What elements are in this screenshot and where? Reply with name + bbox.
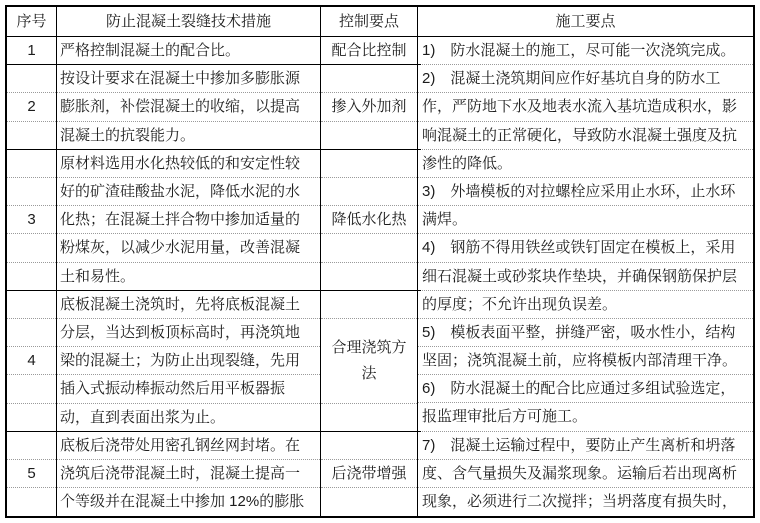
serial-number: 2 (7, 93, 56, 121)
empty-line (7, 150, 56, 178)
serial-column (7, 37, 57, 516)
measure-cell-2 (57, 65, 320, 150)
construction-text-line: 现象，必须进行二次搅拌；当坍落度有损失时， (422, 493, 738, 510)
measure-text-line: 按设计要求在混凝土中掺加多膨胀源 (57, 65, 320, 93)
measure-text-line: 插入式振动棒振动然后用平板器振 (57, 375, 320, 403)
empty-line (7, 319, 56, 347)
measure-text-line: 土和易性。 (57, 263, 320, 291)
empty-line (7, 404, 56, 432)
measure-text-line: 分层，当达到板顶标高时，再浇筑地 (57, 319, 320, 347)
measure-cell-4 (57, 291, 320, 432)
serial-number: 3 (7, 206, 56, 234)
empty-line (7, 291, 56, 319)
construction-column (418, 37, 753, 516)
empty-line (7, 65, 56, 93)
control-cell-2 (321, 65, 417, 150)
measure-text-line: 浇筑后浇带混凝土时，混凝土提高一 (57, 460, 320, 488)
measures-column (57, 37, 321, 516)
construction-text-line: 细石混凝土或砂浆块作垫块，并确保钢筋保护层 (418, 263, 753, 291)
empty-line (7, 178, 56, 206)
construction-text-line: 响混凝土的正常硬化，导致防水混凝土强度及抗 (418, 122, 753, 150)
measure-text-line: 底板后浇带处用密孔钢丝网封堵。在 (57, 432, 320, 460)
measure-text-line: 粉煤灰，以减少水泥用量，改善混凝 (57, 234, 320, 262)
construction-text-line: 满焊。 (418, 206, 753, 234)
construction-text-line: 1) 防水混凝土的施工，尽可能一次浇筑完成。 (418, 37, 753, 65)
measure-cell-3 (57, 150, 320, 291)
empty-line (321, 234, 417, 262)
serial-number: 1 (7, 37, 56, 65)
empty-line (7, 375, 56, 403)
control-text-line: 法 (361, 364, 377, 382)
construction-text-line: 7) 混凝土运输过程中，要防止产生离析和坍落 (418, 432, 753, 460)
construction-text-line: 5) 模板表面平整，拼缝严密，吸水性小，结构 (418, 319, 753, 347)
control-text-line: 后浇带增强 (321, 460, 417, 488)
empty-line (7, 122, 56, 150)
empty-line (321, 122, 417, 150)
construction-text-line: 2) 混凝土浇筑期间应作好基坑自身的防水工 (418, 65, 753, 93)
construction-text-line: 坚固；浇筑混凝土前，应将模板内部清理干净。 (418, 347, 753, 375)
control-text-line: 合理浇筑方 (331, 338, 407, 356)
empty-line (321, 178, 417, 206)
serial-cell-2 (7, 65, 56, 150)
measure-cell-1 (57, 37, 320, 65)
empty-line (321, 404, 417, 432)
control-text-line: 掺入外加剂 (321, 93, 417, 121)
construction-text-line: 6) 防水混凝土的配合比应通过多组试验选定， (418, 375, 753, 403)
header-measures: 防止混凝土裂缝技术措施 (57, 7, 321, 36)
measure-text-line: 化热；在混凝土拌合物中掺加适量的 (57, 206, 320, 234)
construction-text-line: 4) 钢筋不得用铁丝或铁钉固定在模板上，采用 (418, 234, 753, 262)
measure-text-line: 混凝土的抗裂能力。 (57, 122, 320, 150)
row-separator (7, 64, 421, 65)
construction-text-line: 度、含气量损失及漏浆现象。运输后若出现离析 (418, 460, 753, 488)
empty-line (321, 291, 417, 319)
control-text-line: 配合比控制 (321, 37, 417, 65)
empty-line (7, 488, 56, 516)
control-cell-5 (321, 432, 417, 517)
table-body (7, 37, 753, 516)
empty-line (321, 65, 417, 93)
measure-text-line: 好的矿渣硅酸盐水泥，降低水泥的水 (57, 178, 320, 206)
row-separator (7, 290, 421, 291)
serial-cell-1 (7, 37, 56, 65)
construction-text-line: 的厚度；不允许出现负误差。 (418, 291, 753, 319)
serial-number: 5 (7, 460, 56, 488)
row-separator (7, 431, 421, 432)
serial-cell-4 (7, 291, 56, 432)
empty-line (321, 263, 417, 291)
measure-text-line: 严格控制混凝土的配合比。 (57, 37, 320, 65)
serial-cell-3 (7, 150, 56, 291)
crack-prevention-table (5, 5, 755, 518)
measure-text-line: 梁的混凝土；为防止出现裂缝，先用 (57, 347, 320, 375)
empty-line (321, 150, 417, 178)
control-column (321, 37, 418, 516)
serial-number: 4 (7, 347, 56, 375)
construction-text-line: 3) 外墙模板的对拉螺栓应采用止水环，止水环 (418, 178, 753, 206)
header-control-points: 控制要点 (321, 7, 418, 36)
construction-text-line: 渗性的降低。 (418, 150, 753, 178)
control-text-line: 降低水化热 (321, 206, 417, 234)
control-cell-3 (321, 150, 417, 291)
empty-line (7, 432, 56, 460)
table-header-row (7, 7, 753, 37)
measure-text-line: 膨胀剂，补偿混凝土的收缩，以提高 (57, 93, 320, 121)
empty-line (321, 432, 417, 460)
measure-text-line: 动，直到表面出浆为止。 (57, 404, 320, 432)
control-cell-4 (321, 291, 417, 432)
measure-text-line: 原材料选用水化热较低的和安定性较 (57, 150, 320, 178)
construction-text-line: 作，严防地下水及地表水流入基坑造成积水，影 (418, 93, 753, 121)
header-construction-points: 施工要点 (555, 13, 616, 30)
control-cell-1 (321, 37, 417, 65)
measure-text-line: 底板混凝土浇筑时，先将底板混凝土 (57, 291, 320, 319)
empty-line (7, 234, 56, 262)
header-serial-number: 序号 (7, 7, 57, 36)
row-separator (7, 149, 421, 150)
measure-cell-5 (57, 432, 320, 517)
construction-text-line: 报监理审批后方可施工。 (418, 403, 753, 431)
empty-line (321, 488, 417, 516)
empty-line (7, 263, 56, 291)
measure-text-line: 个等级并在混凝土中掺加 12%的膨胀 (60, 493, 305, 511)
control-text-merged (321, 319, 417, 404)
serial-cell-5 (7, 432, 56, 517)
